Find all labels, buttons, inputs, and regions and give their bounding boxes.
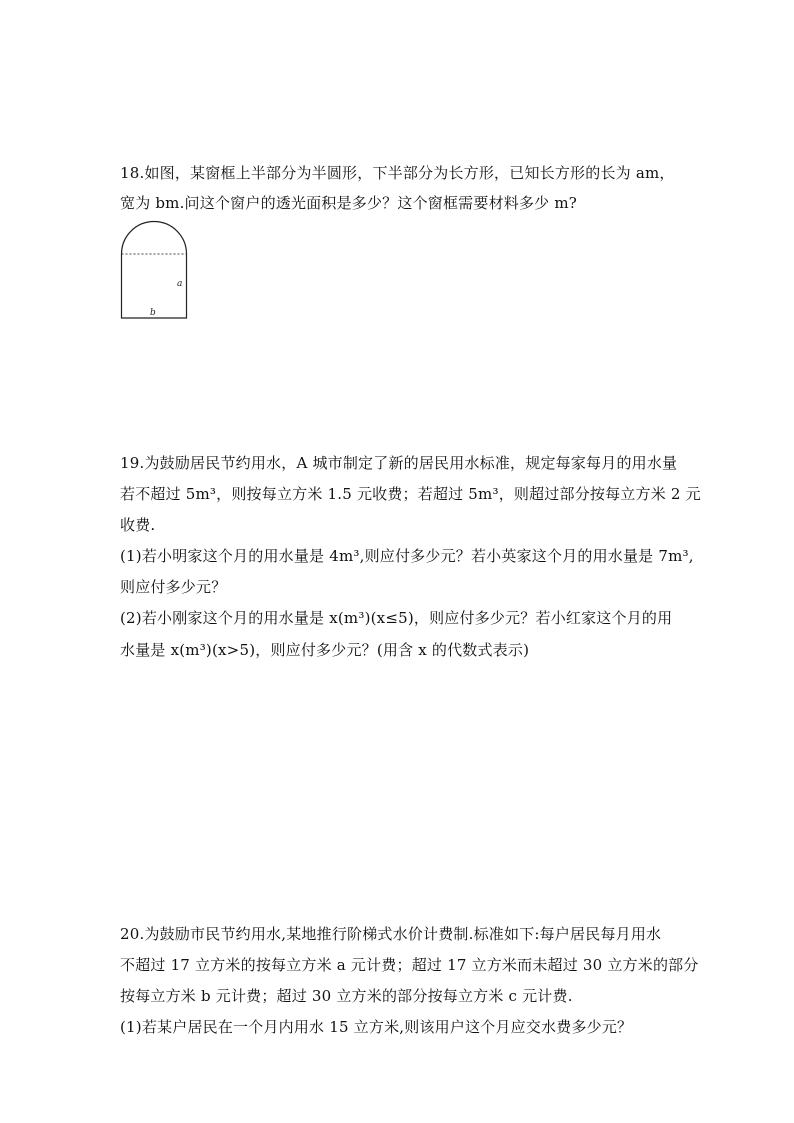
q19-line-5: 则应付多少元？ [120, 578, 227, 596]
q19-line-6: (2)若小刚家这个月的用水量是 x(m³)(x≤5)，则应付多少元？若小红家这个月的用 [120, 609, 673, 627]
window-frame-figure [118, 220, 190, 322]
label-b: b [150, 308, 156, 318]
q19-line-7: 水量是 x(m³)(x>5)，则应付多少元？(用含 x 的代数式表示) [120, 641, 530, 659]
window-outline [122, 222, 187, 318]
q18-line-1: 18.如图，某窗框上半部分为半圆形，下半部分为长方形，已知长方形的长为 am， [120, 164, 675, 182]
label-a: a [177, 279, 183, 289]
q20-line-1: 20.为鼓励市民节约用水,某地推行阶梯式水价计费制.标准如下:每户居民每月用水 [120, 925, 662, 943]
q19-line-2: 若不超过 5m³，则按每立方米 1.5 元收费；若超过 5m³，则超过部分按每立方米 2 元 [120, 485, 701, 503]
q18-line-2: 宽为 bm.问这个窗户的透光面积是多少？这个窗框需要材料多少 m? [120, 194, 577, 212]
q20-line-3: 按每立方米 b 元计费；超过 30 立方米的部分按每立方米 c 元计费. [120, 987, 573, 1005]
q20-line-4: (1)若某户居民在一个月内用水 15 立方米,则该用户这个月应交水费多少元？ [120, 1018, 633, 1036]
q20-line-2: 不超过 17 立方米的按每立方米 a 元计费；超过 17 立方米而未超过 30 立方米的部分 [120, 956, 699, 974]
q19-line-3: 收费. [120, 516, 156, 534]
q19-line-1: 19.为鼓励居民节约用水，A 城市制定了新的居民用水标准，规定每家每月的用水量 [120, 454, 678, 472]
q19-line-4: (1)若小明家这个月的用水量是 4m³,则应付多少元？若小英家这个月的用水量是 7m³, [120, 547, 694, 565]
